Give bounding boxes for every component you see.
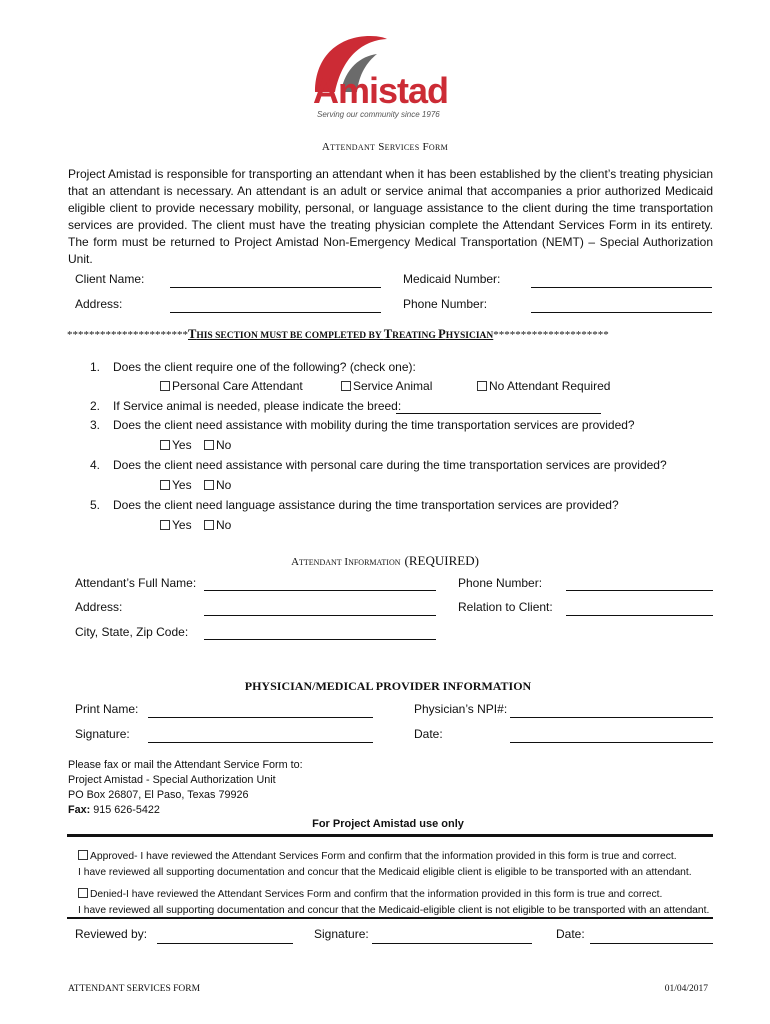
option-label: No Attendant Required	[489, 379, 611, 393]
office-top-rule	[67, 834, 713, 837]
no-label: No	[216, 478, 232, 492]
intro-paragraph: Project Amistad is responsible for transporting an attendant when it has been established by the client’s treating physician that an attendant is necessary. An attendant is an adult or service animal that accompanies a prior authorized Medicaid eligible client to provide necessary mobility, personal, or language assistance to the client during the time transportation services are provided. The client must have the treating physician complete the Attendant Services Form in its entirety. The form must be returned to Project Amistad Non-Emergency Medical Transportation (NEMT) – Special Authorization Unit.	[68, 167, 713, 266]
attendant-phone-label: Phone Number:	[458, 576, 543, 590]
attendant-full-name-field[interactable]	[204, 590, 436, 591]
q3-yes-option[interactable]	[160, 438, 192, 452]
yes-label: Yes	[172, 478, 192, 492]
reviewed-by-label: Reviewed by:	[75, 927, 148, 941]
question-2-number: 2.	[90, 399, 101, 413]
question-5-text: Does the client need language assistance during the time transportation services are provided?	[113, 498, 619, 512]
option-no-attendant-required[interactable]	[477, 379, 610, 393]
checkbox-icon[interactable]	[204, 520, 214, 530]
physician-npi-field[interactable]	[510, 717, 713, 718]
attendant-relation-label: Relation to Client:	[458, 600, 553, 614]
client-phone-field[interactable]	[531, 312, 712, 313]
client-phone-label: Phone Number:	[403, 297, 488, 311]
attendant-address-field[interactable]	[204, 615, 436, 616]
office-date-label: Date:	[556, 927, 585, 941]
q3-no-option[interactable]	[204, 438, 231, 452]
attendant-phone-field[interactable]	[566, 590, 713, 591]
physician-npi-label: Physician’s NPI#:	[414, 702, 508, 716]
footer-revision-date: 01/04/2017	[664, 984, 708, 994]
attendant-relation-field[interactable]	[566, 615, 713, 616]
attendant-info-heading	[0, 552, 770, 570]
no-label: No	[216, 518, 232, 532]
client-address-label: Address:	[75, 297, 123, 311]
medicaid-number-label: Medicaid Number:	[403, 272, 501, 286]
client-name-label: Client Name:	[75, 272, 145, 286]
banner-words-1: HIS SECTION MUST BE COMPLETED BY	[196, 331, 384, 341]
question-2-text: If Service animal is needed, please indicate the breed:	[113, 399, 402, 413]
q5-yes-option[interactable]	[160, 518, 192, 532]
approved-line-1: Approved- I have reviewed the Attendant Services Form and confirm that the information provided in this form is true and correct.	[90, 851, 677, 862]
mail-line-3: PO Box 26807, El Paso, Texas 79926	[68, 789, 249, 801]
denied-line-1: Denied-I have reviewed the Attendant Services Form and confirm that the information provided in this form is true and correct.	[90, 889, 663, 900]
checkbox-icon[interactable]	[160, 381, 170, 391]
approved-checkbox-icon[interactable]	[78, 850, 88, 860]
office-signature-field[interactable]	[372, 943, 532, 944]
question-3-number: 3.	[90, 418, 101, 432]
checkbox-icon[interactable]	[160, 440, 170, 450]
denied-statement	[78, 887, 709, 918]
question-3-text: Does the client need assistance with mobility during the time transportation services are provided?	[113, 418, 635, 432]
logo-wordmark: Amistad	[313, 70, 449, 111]
yes-label: Yes	[172, 438, 192, 452]
checkbox-icon[interactable]	[160, 520, 170, 530]
question-1-number: 1.	[90, 360, 101, 374]
fax-number: 915 626-5422	[90, 804, 160, 816]
client-name-field[interactable]	[170, 287, 381, 288]
office-bottom-rule	[67, 917, 713, 919]
banner-stars-left: **********************	[67, 329, 188, 341]
yes-label: Yes	[172, 518, 192, 532]
office-signature-label: Signature:	[314, 927, 369, 941]
physician-section-banner	[67, 327, 609, 342]
amistad-logo	[305, 30, 465, 125]
banner-stars-right: *********************	[493, 329, 609, 341]
q4-yes-option[interactable]	[160, 478, 192, 492]
checkbox-icon[interactable]	[204, 480, 214, 490]
client-address-field[interactable]	[170, 312, 381, 313]
checkbox-icon[interactable]	[204, 440, 214, 450]
q4-no-option[interactable]	[204, 478, 231, 492]
physician-date-field[interactable]	[510, 742, 713, 743]
physician-signature-label: Signature:	[75, 727, 130, 741]
logo-tagline: Serving our community since 1976	[317, 110, 440, 119]
option-label: Service Animal	[353, 379, 433, 393]
physician-print-name-field[interactable]	[148, 717, 373, 718]
physician-signature-field[interactable]	[148, 742, 373, 743]
medicaid-number-field[interactable]	[531, 287, 712, 288]
mail-line-2: Project Amistad - Special Authorization Unit	[68, 774, 276, 786]
denied-line-2: I have reviewed all supporting documentation and concur that the Medicaid-eligible client is not eligible to be transported with an attendant.	[78, 904, 710, 916]
physician-info-heading: PHYSICIAN/MEDICAL PROVIDER INFORMATION	[244, 679, 532, 693]
banner-words-3: HYSICIAN	[445, 331, 494, 341]
option-label: Personal Care Attendant	[172, 379, 303, 393]
attendant-heading-required: (REQUIRED)	[404, 553, 479, 568]
banner-letter-3: P	[438, 327, 446, 341]
fax-label: Fax:	[68, 804, 91, 816]
attendant-city-field[interactable]	[204, 639, 436, 640]
fax-line	[68, 803, 303, 818]
banner-letter-2: T	[383, 327, 393, 341]
attendant-heading-label: Attendant Information	[291, 556, 401, 568]
approved-line-2: I have reviewed all supporting documentation and concur that the Medicaid eligible client is eligible to be transported with an attendant.	[78, 866, 692, 878]
no-label: No	[216, 438, 232, 452]
question-4-text: Does the client need assistance with personal care during the time transportation services are provided?	[113, 458, 667, 472]
banner-letter-1: T	[188, 327, 197, 341]
question-5-number: 5.	[90, 498, 101, 512]
denied-checkbox-icon[interactable]	[78, 888, 88, 898]
checkbox-icon[interactable]	[341, 381, 351, 391]
question-4-number: 4.	[90, 458, 101, 472]
option-service-animal[interactable]	[341, 379, 432, 393]
office-use-heading: For Project Amistad use only	[312, 818, 464, 830]
question-1-text: Does the client require one of the following? (check one):	[113, 360, 416, 374]
footer-form-name: ATTENDANT SERVICES FORM	[68, 984, 201, 994]
attendant-address-label: Address:	[75, 600, 123, 614]
office-date-field[interactable]	[590, 943, 713, 944]
breed-field[interactable]	[396, 413, 601, 414]
form-title: Attendant Services Form	[321, 141, 449, 153]
physician-print-name-label: Print Name:	[75, 702, 139, 716]
q5-no-option[interactable]	[204, 518, 231, 532]
checkbox-icon[interactable]	[160, 480, 170, 490]
physician-date-label: Date:	[414, 727, 443, 741]
option-personal-care-attendant[interactable]	[160, 379, 303, 393]
banner-words-2: REATING	[392, 331, 439, 341]
attendant-full-name-label: Attendant’s Full Name:	[75, 576, 197, 590]
checkbox-icon[interactable]	[477, 381, 487, 391]
approved-statement	[78, 849, 692, 880]
attendant-city-label: City, State, Zip Code:	[75, 625, 189, 639]
mail-instructions	[68, 758, 303, 818]
reviewed-by-field[interactable]	[157, 943, 293, 944]
mail-line-1: Please fax or mail the Attendant Service Form to:	[68, 759, 303, 771]
